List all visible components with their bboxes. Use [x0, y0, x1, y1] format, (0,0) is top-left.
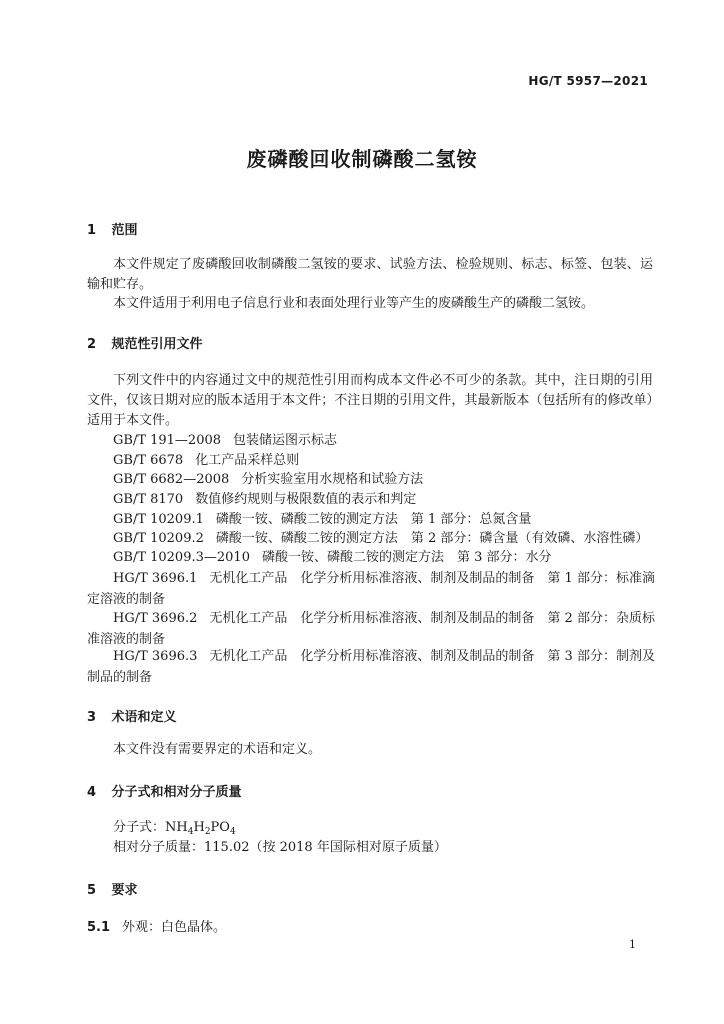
reference-code: GB/T 191—2008 [113, 433, 222, 448]
section-title: 规范性引用文件 [111, 337, 203, 352]
section-1-heading [87, 219, 138, 238]
reference-item [87, 529, 653, 548]
section-4-heading [87, 781, 242, 800]
reference-title: 包装储运图示标志 [233, 433, 338, 448]
reference-code: HG/T 3696.1 [113, 571, 198, 586]
reference-title: 磷酸一铵、磷酸二铵的测定方法 第 1 部分：总氮含量 [215, 512, 532, 527]
reference-line-1 [87, 646, 653, 667]
reference-title: 磷酸一铵、磷酸二铵的测定方法 第 2 部分：磷含量（有效磷、水溶性磷） [215, 531, 649, 546]
terms-paragraph: 本文件没有需要界定的术语和定义。 [113, 742, 322, 757]
reference-code: GB/T 10209.2 [113, 531, 204, 546]
scope-paragraph-1: 本文件规定了废磷酸回收制磷酸二氢铵的要求、试验方法、检验规则、标志、标签、包装、运输和贮存。 [87, 257, 653, 292]
reference-item [87, 510, 653, 529]
normative-intro: 下列文件中的内容通过文中的规范性引用而构成本文件必不可少的条款。其中，注日期的引用文件，仅该日期对应的版本适用于本文件；不注日期的引用文件，其最新版本（包括所有的修改单）适用于本文件。 [87, 373, 653, 428]
section-title: 分子式和相对分子质量 [111, 785, 242, 800]
reference-line-2: 准溶液的制备 [87, 632, 166, 647]
reference-title: 无机化工产品 化学分析用标准溶液、制剂及制品的制备 第 2 部分：杂质标 [209, 611, 655, 626]
reference-line-2: 制品的制备 [87, 670, 153, 685]
section-number: 2 [87, 337, 97, 352]
clause-number: 5.1 [87, 920, 111, 935]
reference-code: HG/T 3696.3 [113, 649, 198, 664]
reference-line-1 [87, 608, 653, 629]
section-5-heading [87, 879, 138, 898]
section-2-heading [87, 333, 203, 352]
section-title: 范围 [111, 223, 138, 238]
reference-item [87, 548, 653, 567]
standard-code: HG/T 5957—2021 [528, 74, 648, 88]
formula-label: 分子式： [113, 820, 166, 835]
reference-code: GB/T 6682—2008 [113, 472, 230, 487]
reference-title: 化工产品采样总则 [195, 453, 300, 468]
reference-title: 磷酸一铵、磷酸二铵的测定方法 第 3 部分：水分 [261, 550, 552, 565]
reference-code: HG/T 3696.2 [113, 611, 198, 626]
section-number: 3 [87, 710, 97, 725]
reference-item-wrapped [87, 646, 653, 688]
reference-title: 数值修约规则与极限数值的表示和判定 [195, 492, 417, 507]
reference-code: GB/T 10209.1 [113, 512, 204, 527]
reference-code: GB/T 8170 [113, 492, 184, 507]
formula-text: $NH_4H_2PO_4$ [165, 820, 236, 837]
reference-line-2: 定溶液的制备 [87, 592, 166, 607]
clause-5-1 [87, 916, 226, 935]
reference-item [87, 470, 653, 489]
reference-code: GB/T 6678 [113, 453, 184, 468]
reference-line-1 [87, 568, 653, 589]
scope-paragraph-2: 本文件适用于利用电子信息行业和表面处理行业等产生的废磷酸生产的磷酸二氢铵。 [113, 296, 595, 311]
relative-molecular-mass: 相对分子质量：115.02（按 2018 年国际相对原子质量） [113, 840, 447, 855]
page-number: 1 [629, 938, 636, 951]
reference-code: GB/T 10209.3—2010 [113, 550, 250, 565]
reference-item-wrapped [87, 608, 653, 650]
section-title: 要求 [111, 883, 138, 898]
document-title: 废磷酸回收制磷酸二氢铵 [246, 147, 478, 171]
section-number: 4 [87, 785, 97, 800]
section-3-heading [87, 706, 177, 725]
reference-item [87, 431, 653, 450]
reference-item [87, 490, 653, 509]
reference-item-wrapped [87, 568, 653, 610]
section-number: 1 [87, 223, 97, 238]
section-title: 术语和定义 [111, 710, 177, 725]
reference-title: 无机化工产品 化学分析用标准溶液、制剂及制品的制备 第 3 部分：制剂及 [209, 649, 655, 664]
reference-title: 分析实验室用水规格和试验方法 [241, 472, 424, 487]
reference-title: 无机化工产品 化学分析用标准溶液、制剂及制品的制备 第 1 部分：标准滴 [209, 571, 655, 586]
reference-item [87, 451, 653, 470]
clause-text: 外观：白色晶体。 [122, 920, 227, 935]
section-number: 5 [87, 883, 97, 898]
